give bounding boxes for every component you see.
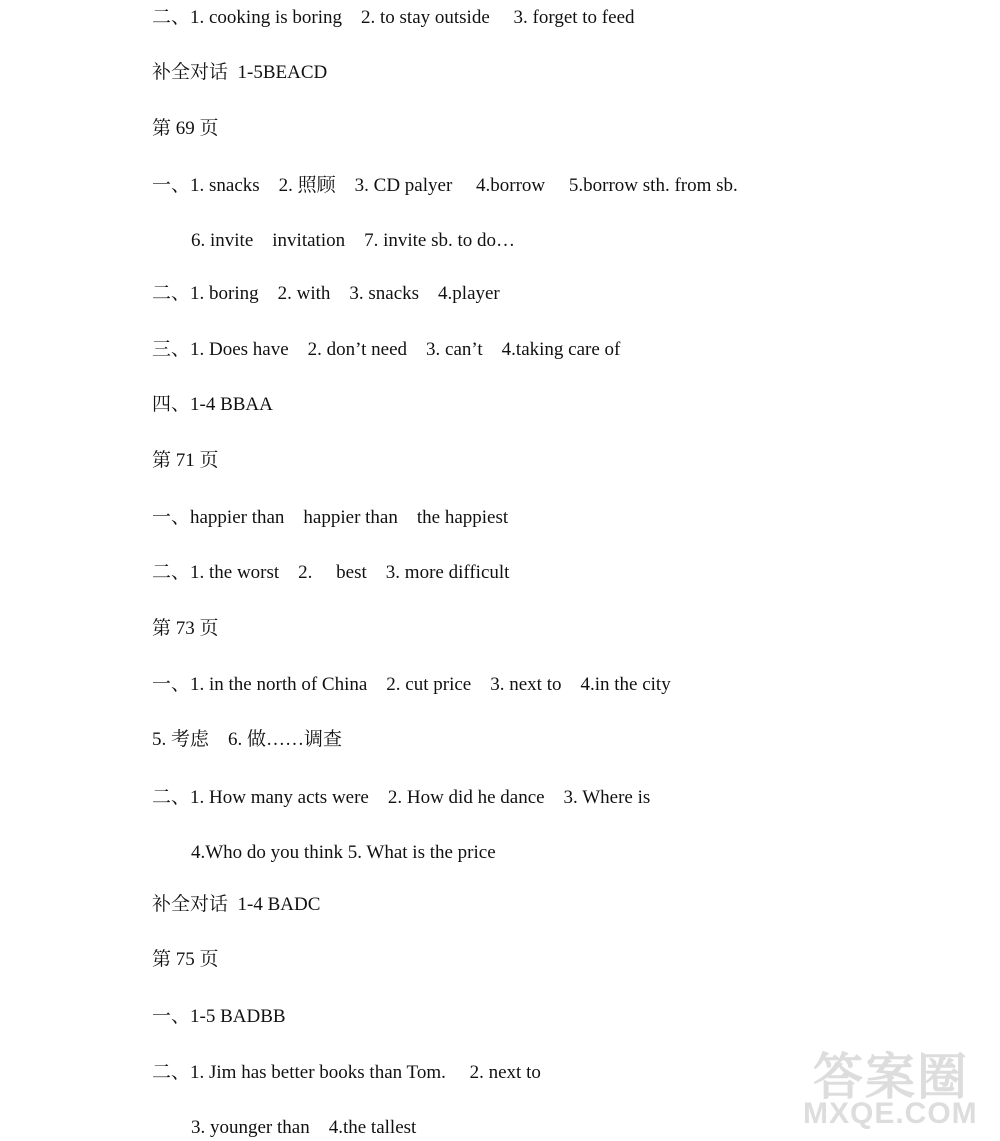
answer-line-continuation: 4.Who do you think 5. What is the price [191,842,496,863]
answer-line-continuation: 3. younger than 4.the tallest [191,1117,417,1138]
watermark-logo-text: 答案圈 [813,1049,969,1105]
answer-line-section-1: 一、1. snacks 2. 照顾 3. CD palyer 4.borrow 5.borrow sth. from sb. [152,175,738,196]
page-heading-69: 第 69 页 [152,118,219,139]
dialogue-completion-line: 补全对话 1-5BEACD [152,62,328,83]
page-heading-73: 第 73 页 [152,618,219,639]
answer-line-continuation: 6. invite invitation 7. invite sb. to do… [191,230,516,251]
answer-line-section-2: 二、1. How many acts were 2. How did he dance 3. Where is [152,787,651,808]
answer-line-section-2: 二、1. Jim has better books than Tom. 2. next to [152,1062,541,1083]
answer-line-section-1: 一、1-5 BADBB [152,1006,286,1027]
answer-line-section-2: 二、1. the worst 2. best 3. more difficult [152,562,510,583]
answer-line-section-2: 二、1. cooking is boring 2. to stay outside 3. forget to feed [152,7,635,28]
dialogue-completion-line: 补全对话 1-4 BADC [152,894,321,915]
answer-line-section-1: 一、happier than happier than the happiest [152,507,509,528]
answer-line-section-1: 一、1. in the north of China 2. cut price 3. next to 4.in the city [152,674,671,695]
page-heading-75: 第 75 页 [152,949,219,970]
answer-line-section-3: 三、1. Does have 2. don’t need 3. can’t 4.taking care of [152,339,621,360]
answer-line-section-2: 二、1. boring 2. with 3. snacks 4.player [152,283,500,304]
site-watermark [803,1037,988,1137]
answer-line-continuation: 5. 考虑 6. 做……调查 [152,729,343,750]
page-heading-71: 第 71 页 [152,450,219,471]
watermark-url-text: MXQE.COM [803,1097,978,1130]
answer-line-section-4: 四、1-4 BBAA [152,394,273,415]
